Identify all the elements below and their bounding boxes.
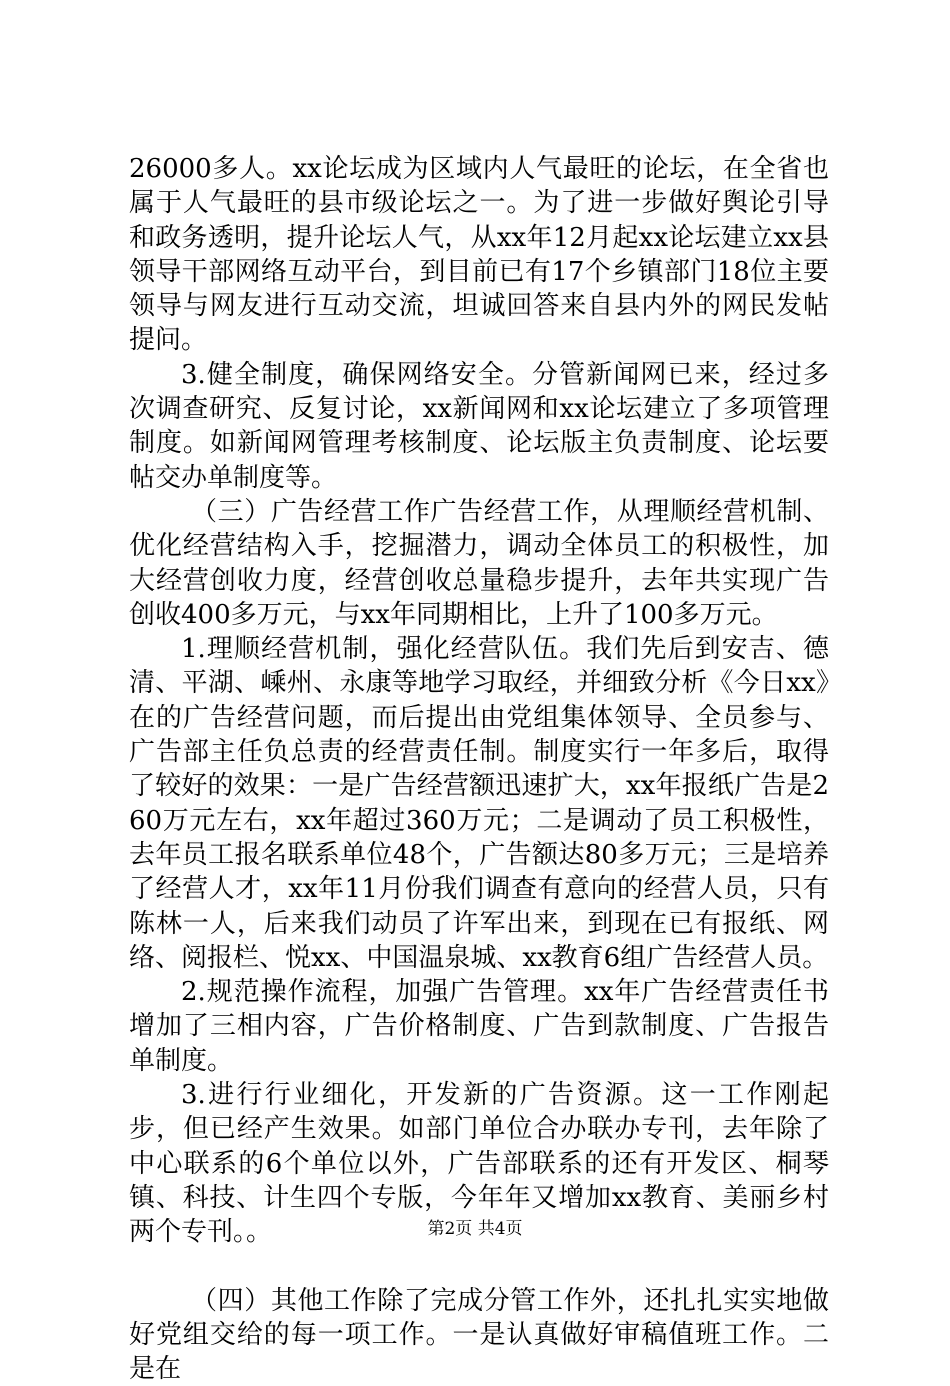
paragraph-business-mechanism: 1.理顺经营机制，强化经营队伍。我们先后到安吉、德清、平湖、嵊州、永康等地学习取经，并细致分析《今日xx》在的广告经营问题，而后提出由党组集体领导、全员参与、广告部主任负总责的经营责任制。制度实行一年多后，取得了较好的效果：一是广告经营额迅速扩大，xx年报纸广告是260万元左右，xx年超过360万元；二是调动了员工积极性，去年员工报名联系单位48个，广告额达80多万元；三是培养了经营人才，xx年11月份我们调查有意向的经营人员，只有陈林一人，后来我们动员了许军出来，到现在已有报纸、网络、阅报栏、悦xx、中国温泉城、xx教育6组广告经营人员。 (129, 632, 829, 975)
paragraph-forum-continuation: 26000多人。xx论坛成为区域内人气最旺的论坛，在全省也属于人气最旺的县市级论坛之一。为了进一步做好舆论引导和政务透明，提升论坛人气，从xx年12月起xx论坛建立xx县领导干部网络互动平台，到目前已有17个乡镇部门18位主要领导与网友进行互动交流，坦诚回答来自县内外的网民发帖提问。 (129, 152, 829, 358)
page-number-footer: 第2页 共4页 (0, 1218, 950, 1240)
paragraph-system-building: 3.健全制度，确保网络安全。分管新闻网已来，经过多次调查研究、反复讨论，xx新闻网和xx论坛建立了多项管理制度。如新闻网管理考核制度、论坛版主负责制度、论坛要帖交办单制度等。 (129, 358, 829, 495)
paragraph-other-work: （四）其他工作除了完成分管工作外，还扎扎实实地做好党组交给的每一项工作。一是认真做好审稿值班工作。二是在 (129, 1284, 829, 1386)
paragraph-operation-process: 2.规范操作流程，加强广告管理。xx年广告经营责任书增加了三相内容，广告价格制度、广告到款制度、广告报告单制度。 (129, 975, 829, 1078)
paragraph-industry-refinement: 3.进行行业细化，开发新的广告资源。这一工作刚起步，但已经产生效果。如部门单位合办联办专刊，去年除了中心联系的6个单位以外，广告部联系的还有开发区、桐琴镇、科技、计生四个专版，今年年又增加xx教育、美丽乡村两个专刊。。 (129, 1078, 829, 1249)
paragraph-spacer (129, 1250, 829, 1284)
document-body (129, 152, 829, 1386)
paragraph-advertising-section: （三）广告经营工作广告经营工作，从理顺经营机制、优化经营结构入手，挖掘潜力，调动全体员工的积极性，加大经营创收力度，经营创收总量稳步提升，去年共实现广告创收400多万元，与xx年同期相比，上升了100多万元。 (129, 495, 829, 632)
